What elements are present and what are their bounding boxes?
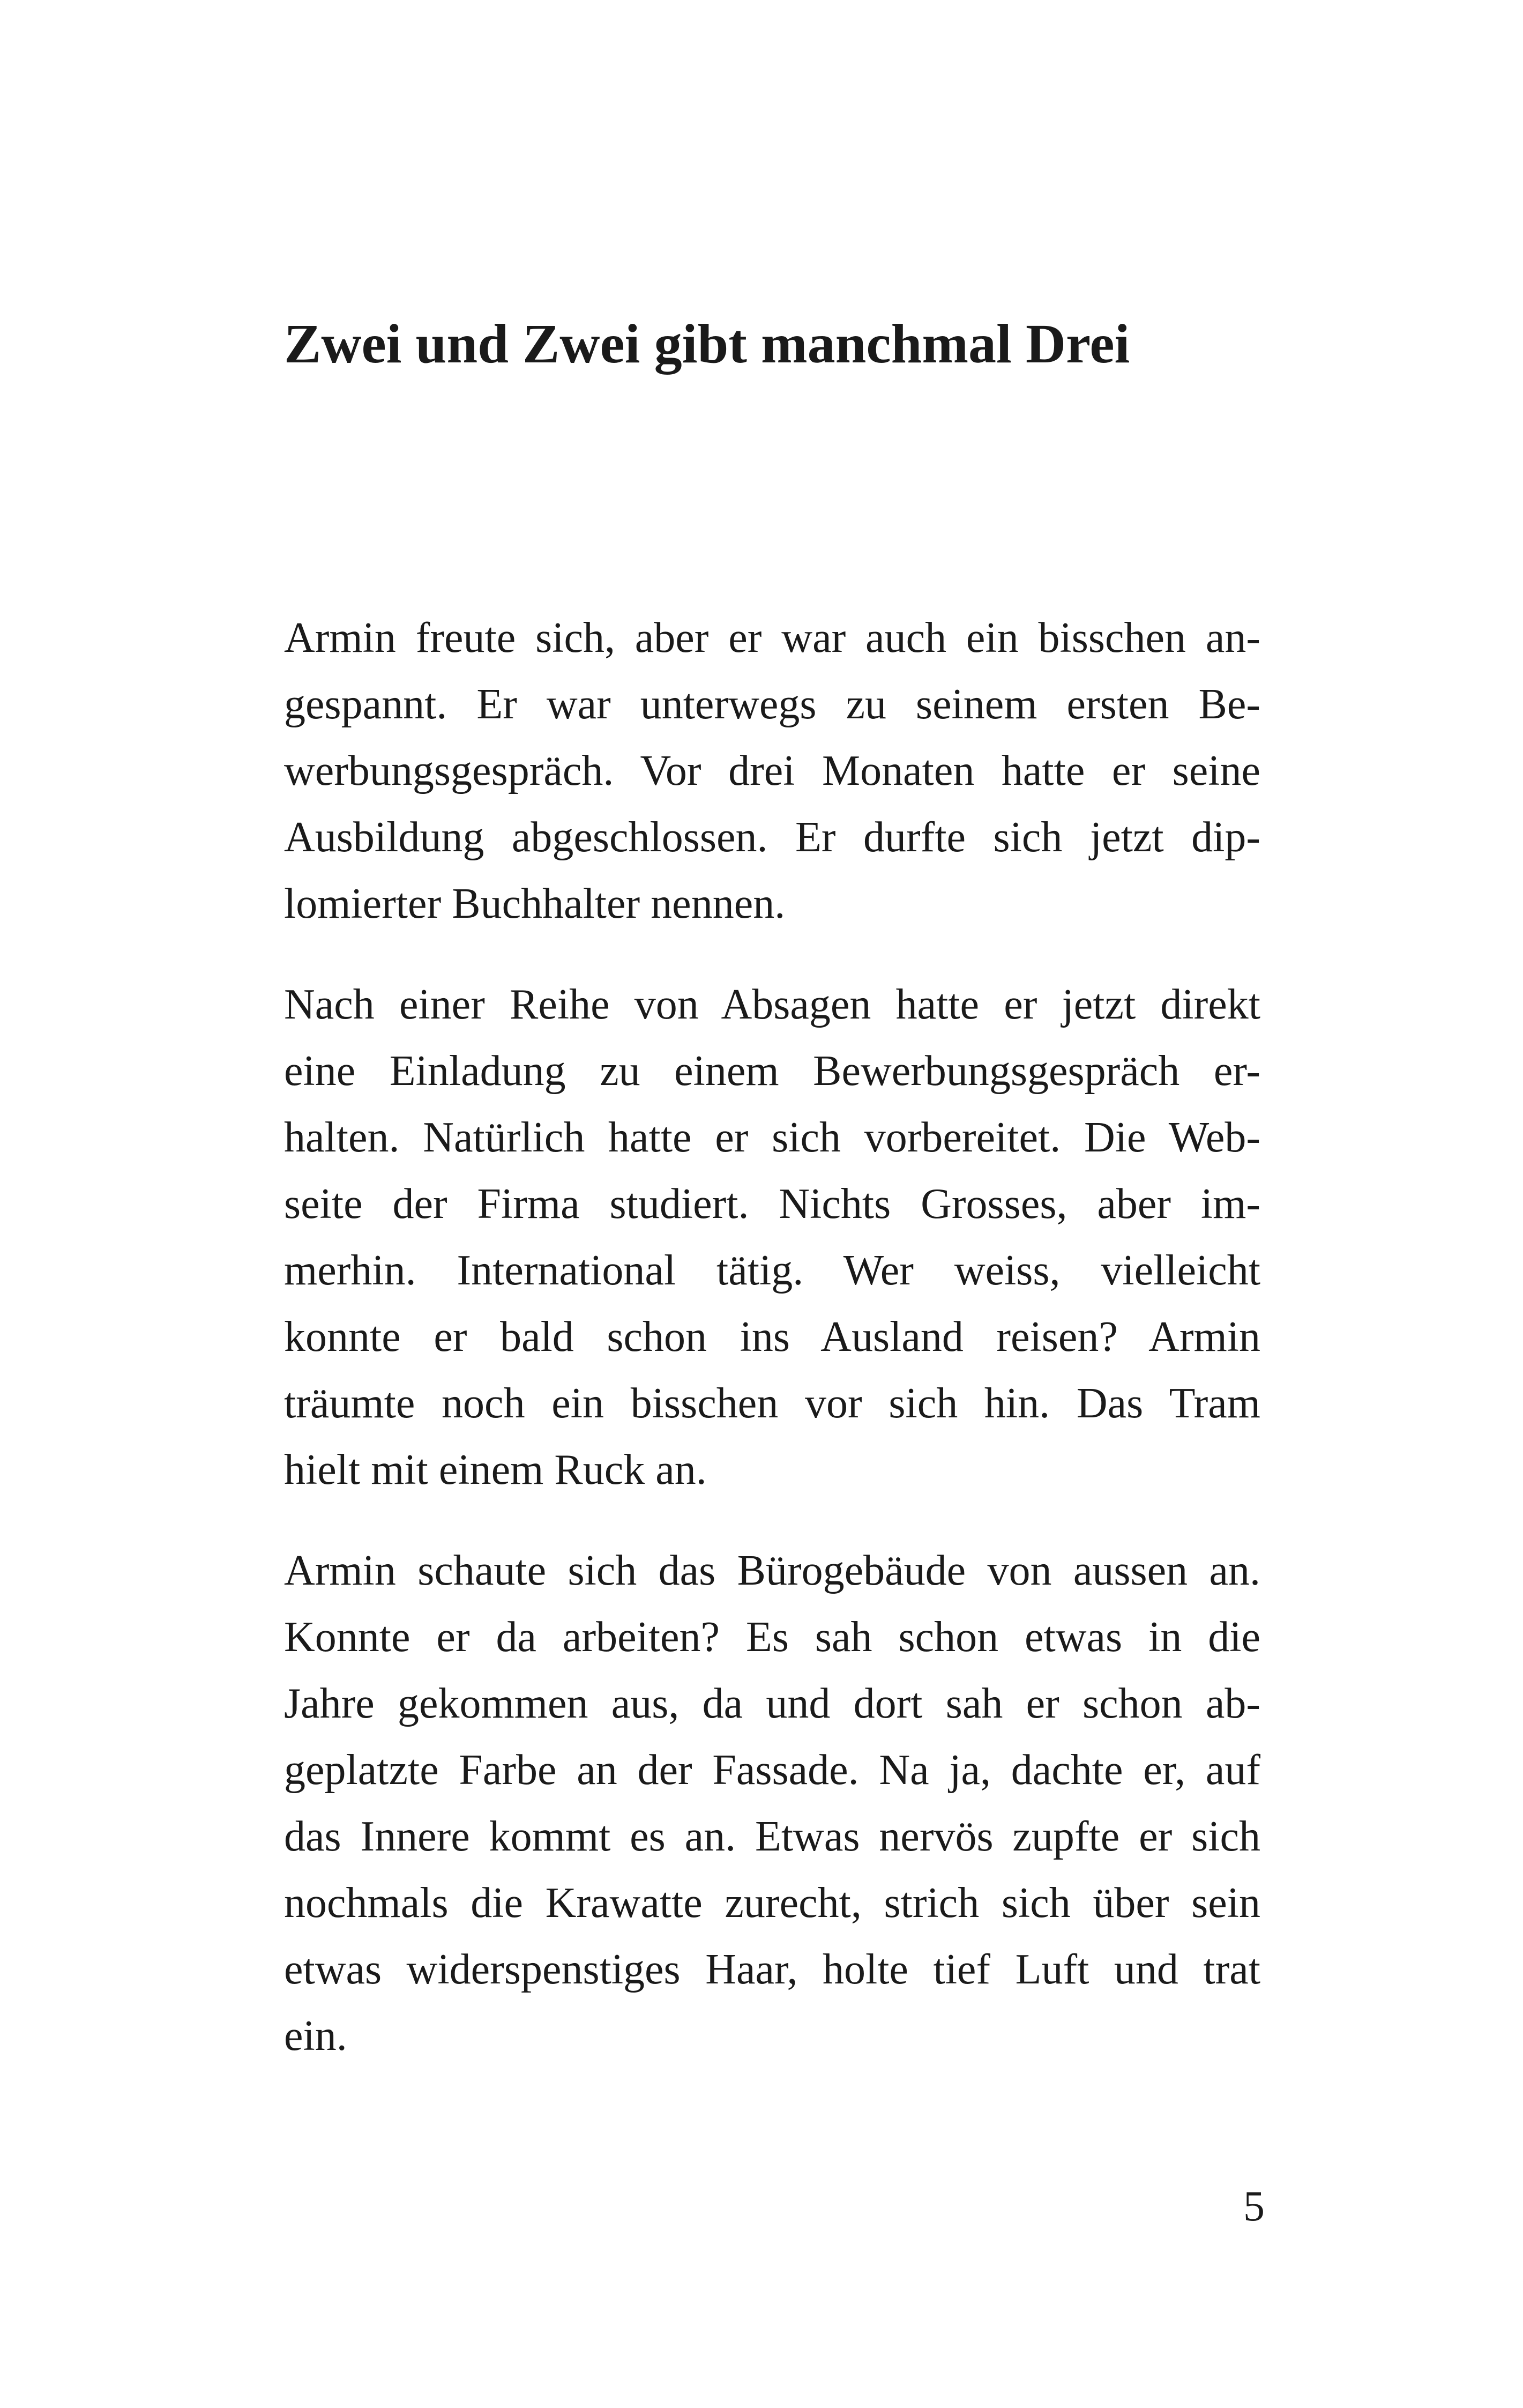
text-line: gespannt. Er war unterwegs zu seinem ersten Be- — [284, 681, 1260, 728]
text-line: Nach einer Reihe von Absagen hatte er jetzt direkt — [284, 981, 1260, 1028]
text-line: hielt mit einem Ruck an. — [284, 1446, 707, 1493]
page-number: 5 — [1243, 2183, 1265, 2230]
text-line: Konnte er da arbeiten? Es sah schon etwas in die — [284, 1614, 1260, 1661]
paragraph-3 — [284, 1537, 1260, 2069]
paragraph-1 — [284, 605, 1260, 937]
text-line: konnte er bald schon ins Ausland reisen? Armin — [284, 1313, 1260, 1361]
text-line: Ausbildung abgeschlossen. Er durfte sich jetzt dip- — [284, 814, 1260, 861]
text-line: das Innere kommt es an. Etwas nervös zupfte er sich — [284, 1813, 1260, 1860]
text-line: Armin schaute sich das Bürogebäude von aussen an. — [284, 1547, 1260, 1594]
text-line: Jahre gekommen aus, da und dort sah er schon ab- — [284, 1680, 1260, 1727]
text-line: ein. — [284, 2012, 347, 2060]
text-line: Armin freute sich, aber er war auch ein bisschen an- — [284, 614, 1260, 662]
text-line: merhin. International tätig. Wer weiss, vielleicht — [284, 1247, 1260, 1294]
chapter-title: Zwei und Zwei gibt manchmal Drei — [284, 313, 1130, 375]
text-line: werbungsgespräch. Vor drei Monaten hatte er seine — [284, 747, 1260, 794]
text-line: halten. Natürlich hatte er sich vorbereitet. Die Web- — [284, 1114, 1260, 1161]
text-line: geplatzte Farbe an der Fassade. Na ja, dachte er, auf — [284, 1746, 1260, 1794]
text-line: lomierter Buchhalter nennen. — [284, 880, 786, 927]
text-line: seite der Firma studiert. Nichts Grosses, aber im- — [284, 1180, 1260, 1228]
text-line: eine Einladung zu einem Bewerbungsgespräch er- — [284, 1047, 1260, 1095]
chapter-body — [284, 605, 1260, 2104]
text-line: etwas widerspenstiges Haar, holte tief Luft und trat — [284, 1946, 1260, 1993]
text-line: träumte noch ein bisschen vor sich hin. Das Tram — [284, 1380, 1260, 1427]
text-line: nochmals die Krawatte zurecht, strich sich über sein — [284, 1879, 1260, 1927]
paragraph-2 — [284, 971, 1260, 1503]
